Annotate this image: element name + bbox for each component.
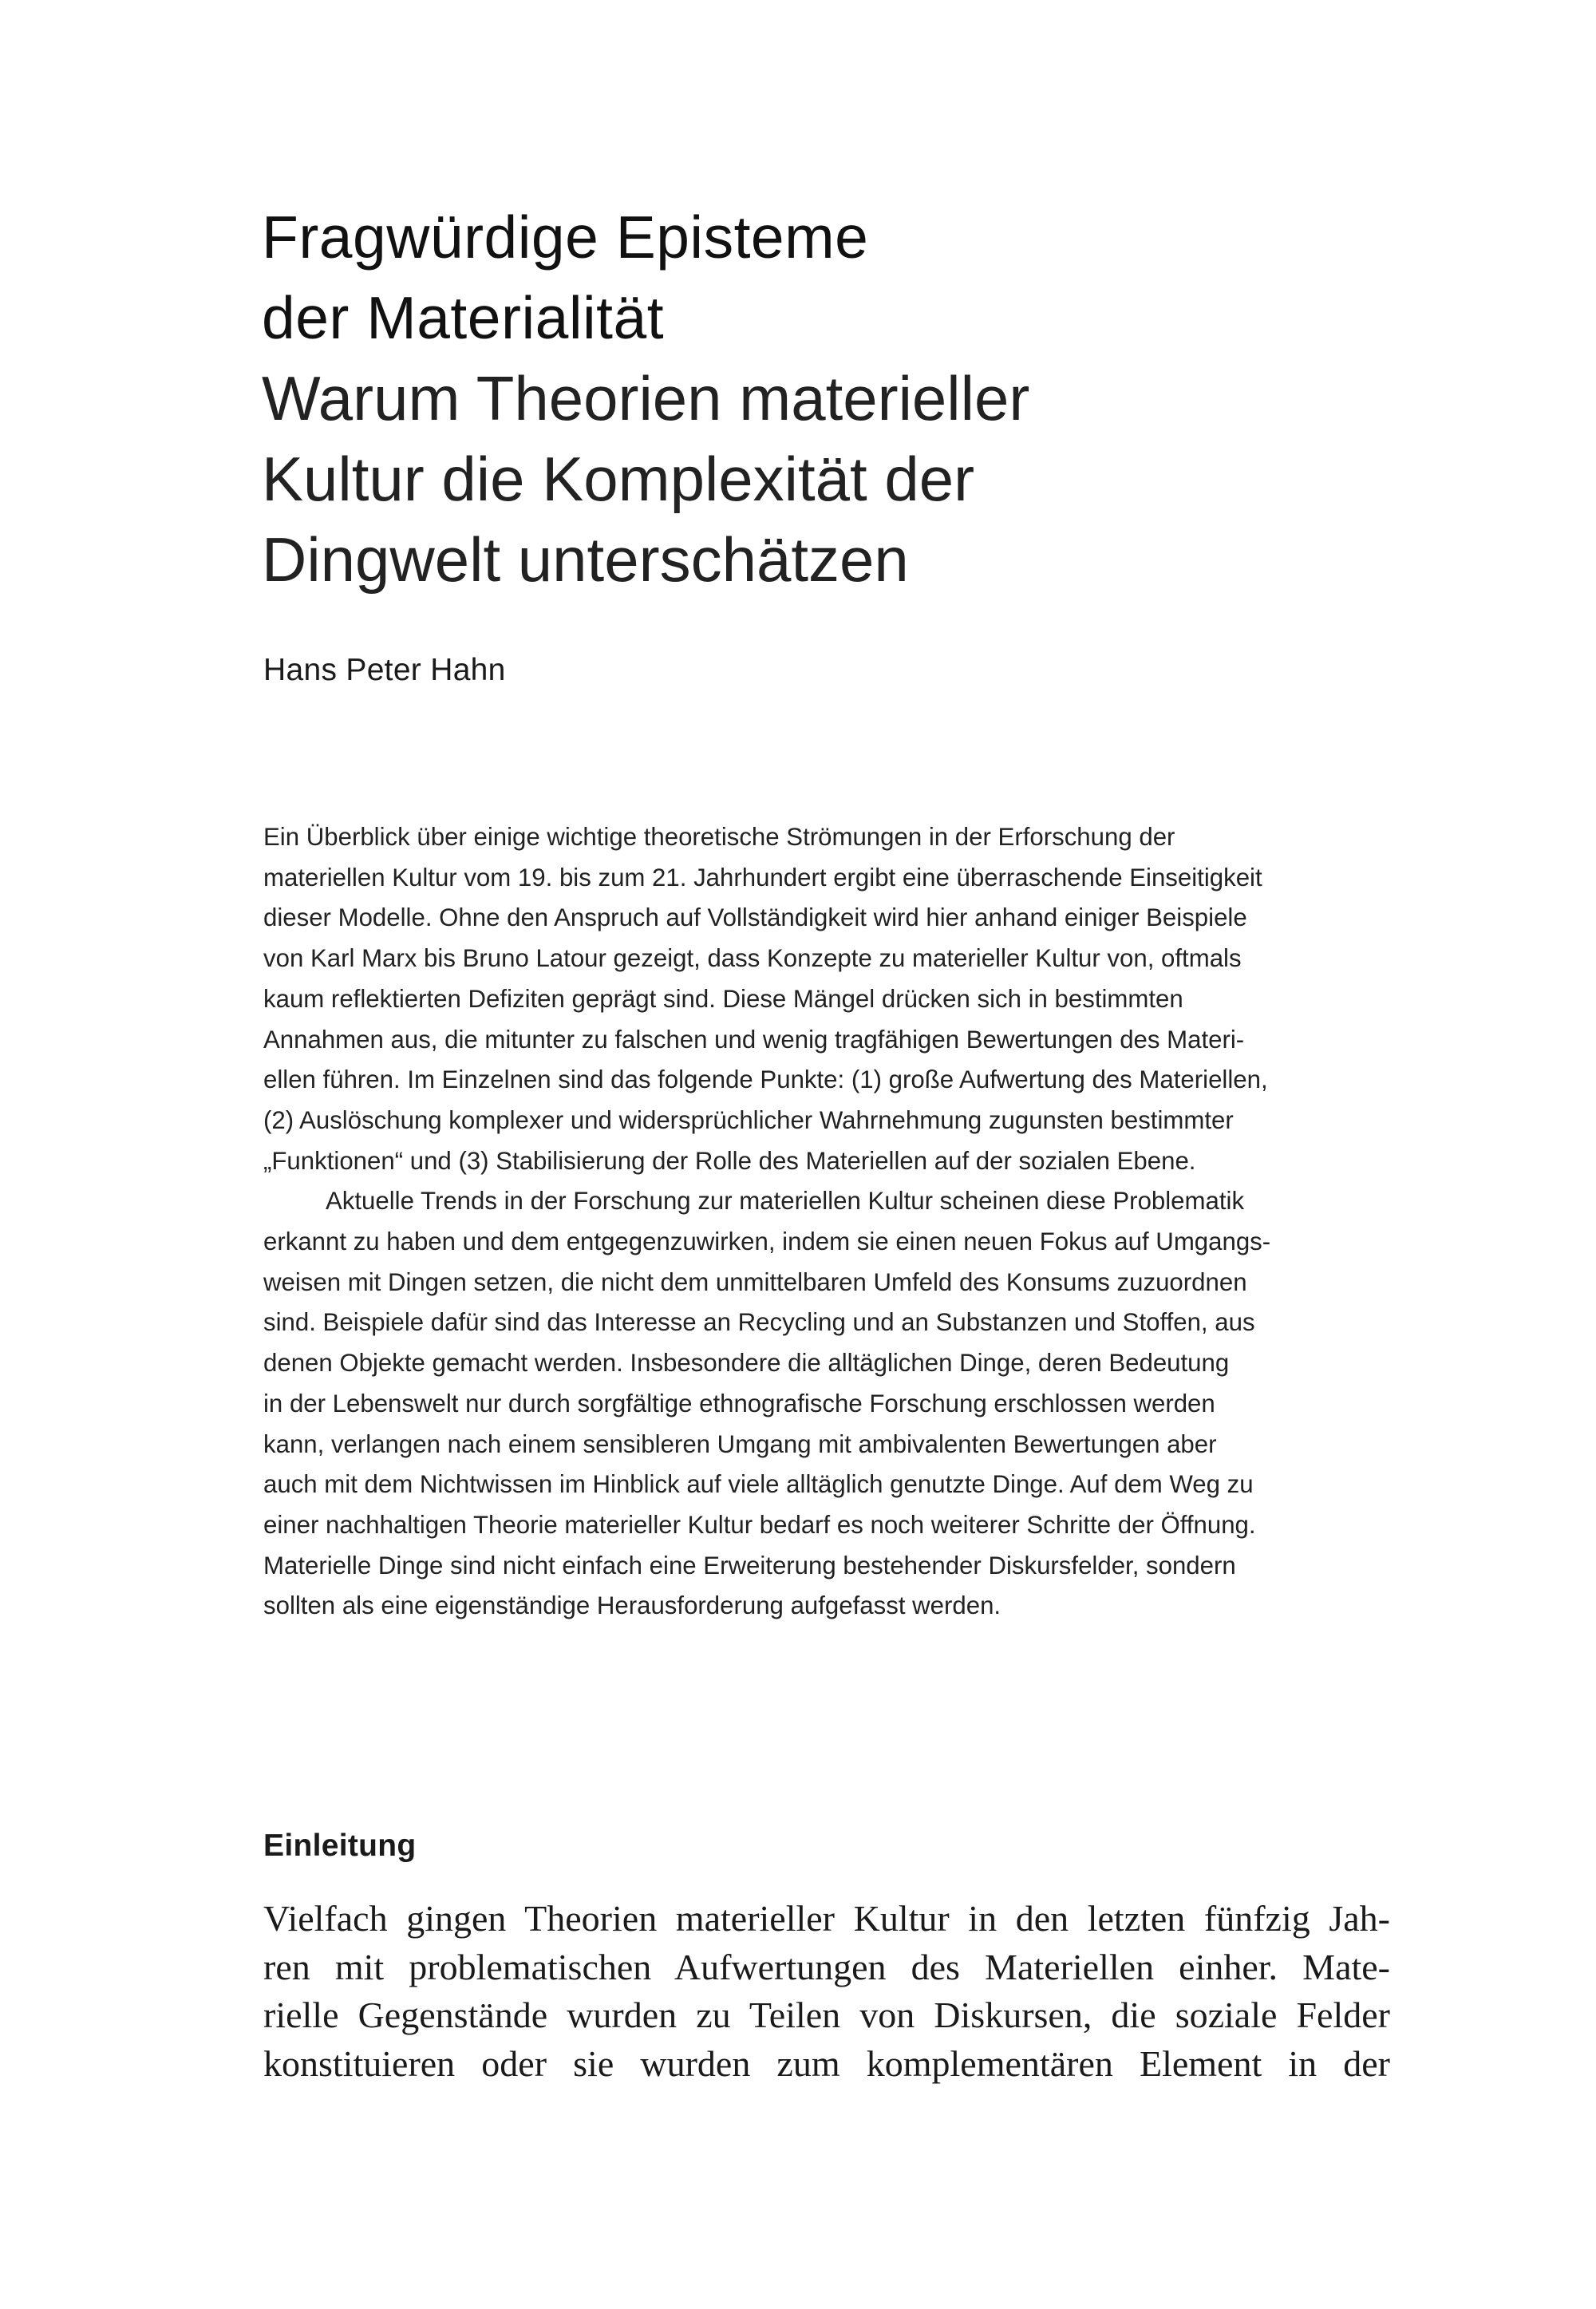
article-subtitle-line: Dingwelt unterschätzen: [262, 524, 909, 595]
abstract-line: Ein Überblick über einige wichtige theoretische Strömungen in der Erforschung der: [263, 823, 1175, 851]
abstract-line: von Karl Marx bis Bruno Latour gezeigt, dass Konzepte zu materieller Kultur von, oftmals: [263, 944, 1242, 973]
abstract-line: dieser Modelle. Ohne den Anspruch auf Vollständigkeit wird hier anhand einiger Beispiele: [263, 903, 1247, 932]
abstract: [263, 817, 1396, 1627]
body-line: rielle Gegenstände wurden zu Teilen von Diskursen, die soziale Felder: [263, 1995, 1390, 2035]
body-paragraph: [263, 1895, 1390, 2088]
abstract-line: materiellen Kultur vom 19. bis zum 21. Jahrhundert ergibt eine überraschende Einseitigkeit: [263, 863, 1262, 892]
abstract-line: (2) Auslöschung komplexer und widersprüchlicher Wahrnehmung zugunsten bestimmter: [263, 1105, 1234, 1134]
abstract-line: einer nachhaltigen Theorie materieller Kultur bedarf es noch weiterer Schritte der Öffnung.: [263, 1510, 1256, 1539]
abstract-line: ellen führen. Im Einzelnen sind das folgende Punkte: (1) große Aufwertung des Materiellen,: [263, 1066, 1268, 1094]
article-title-line: der Materialität: [262, 284, 665, 352]
abstract-line: weisen mit Dingen setzen, die nicht dem unmittelbaren Umfeld des Konsums zuzuordnen: [263, 1267, 1247, 1296]
body-line: Vielfach gingen Theorien materieller Kultur in den letzten fünfzig Jah-: [263, 1898, 1390, 1939]
abstract-line: kann, verlangen nach einem sensibleren Umgang mit ambivalenten Bewertungen aber: [263, 1429, 1217, 1458]
abstract-line: kaum reflektierten Defiziten geprägt sind. Diese Mängel drücken sich in bestimmten: [263, 984, 1183, 1013]
body-line: konstituieren oder sie wurden zum komplementären Element in der: [263, 2042, 1390, 2084]
article-title-block: [262, 197, 1459, 600]
abstract-line: „Funktionen“ und (3) Stabilisierung der Rolle des Materiellen auf der sozialen Ebene.: [263, 1146, 1196, 1175]
abstract-line: sollten als eine eigenständige Herausforderung aufgefasst werden.: [263, 1591, 1001, 1620]
body-line: ren mit problematischen Aufwertungen des Materiellen einher. Mate-: [263, 1946, 1390, 1987]
abstract-line: auch mit dem Nichtwissen im Hinblick auf viele alltäglich genutzte Dinge. Auf dem Weg zu: [263, 1470, 1254, 1499]
article-subtitle-line: Kultur die Komplexität der: [262, 444, 975, 515]
section-heading: Einleitung: [263, 1829, 417, 1864]
abstract-line: Annahmen aus, die mitunter zu falschen und wenig tragfähigen Bewertungen des Materi-: [263, 1025, 1245, 1054]
article-subtitle-line: Warum Theorien materieller: [262, 363, 1030, 434]
abstract-line: sind. Beispiele dafür sind das Interesse an Recycling und an Substanzen und Stoffen, aus: [263, 1308, 1255, 1337]
abstract-line: Aktuelle Trends in der Forschung zur materiellen Kultur scheinen diese Problematik: [326, 1187, 1245, 1216]
abstract-line: Materielle Dinge sind nicht einfach eine Erweiterung bestehender Diskursfelder, sondern: [263, 1551, 1236, 1580]
article-title-line: Fragwürdige Episteme: [262, 204, 869, 271]
abstract-line: erkannt zu haben und dem entgegenzuwirken, indem sie einen neuen Fokus auf Umgangs-: [263, 1228, 1271, 1256]
author-name: Hans Peter Hahn: [263, 653, 506, 687]
abstract-line: denen Objekte gemacht werden. Insbesondere die alltäglichen Dinge, deren Bedeutung: [263, 1349, 1230, 1378]
abstract-line: in der Lebenswelt nur durch sorgfältige ethnografische Forschung erschlossen werden: [263, 1389, 1215, 1417]
